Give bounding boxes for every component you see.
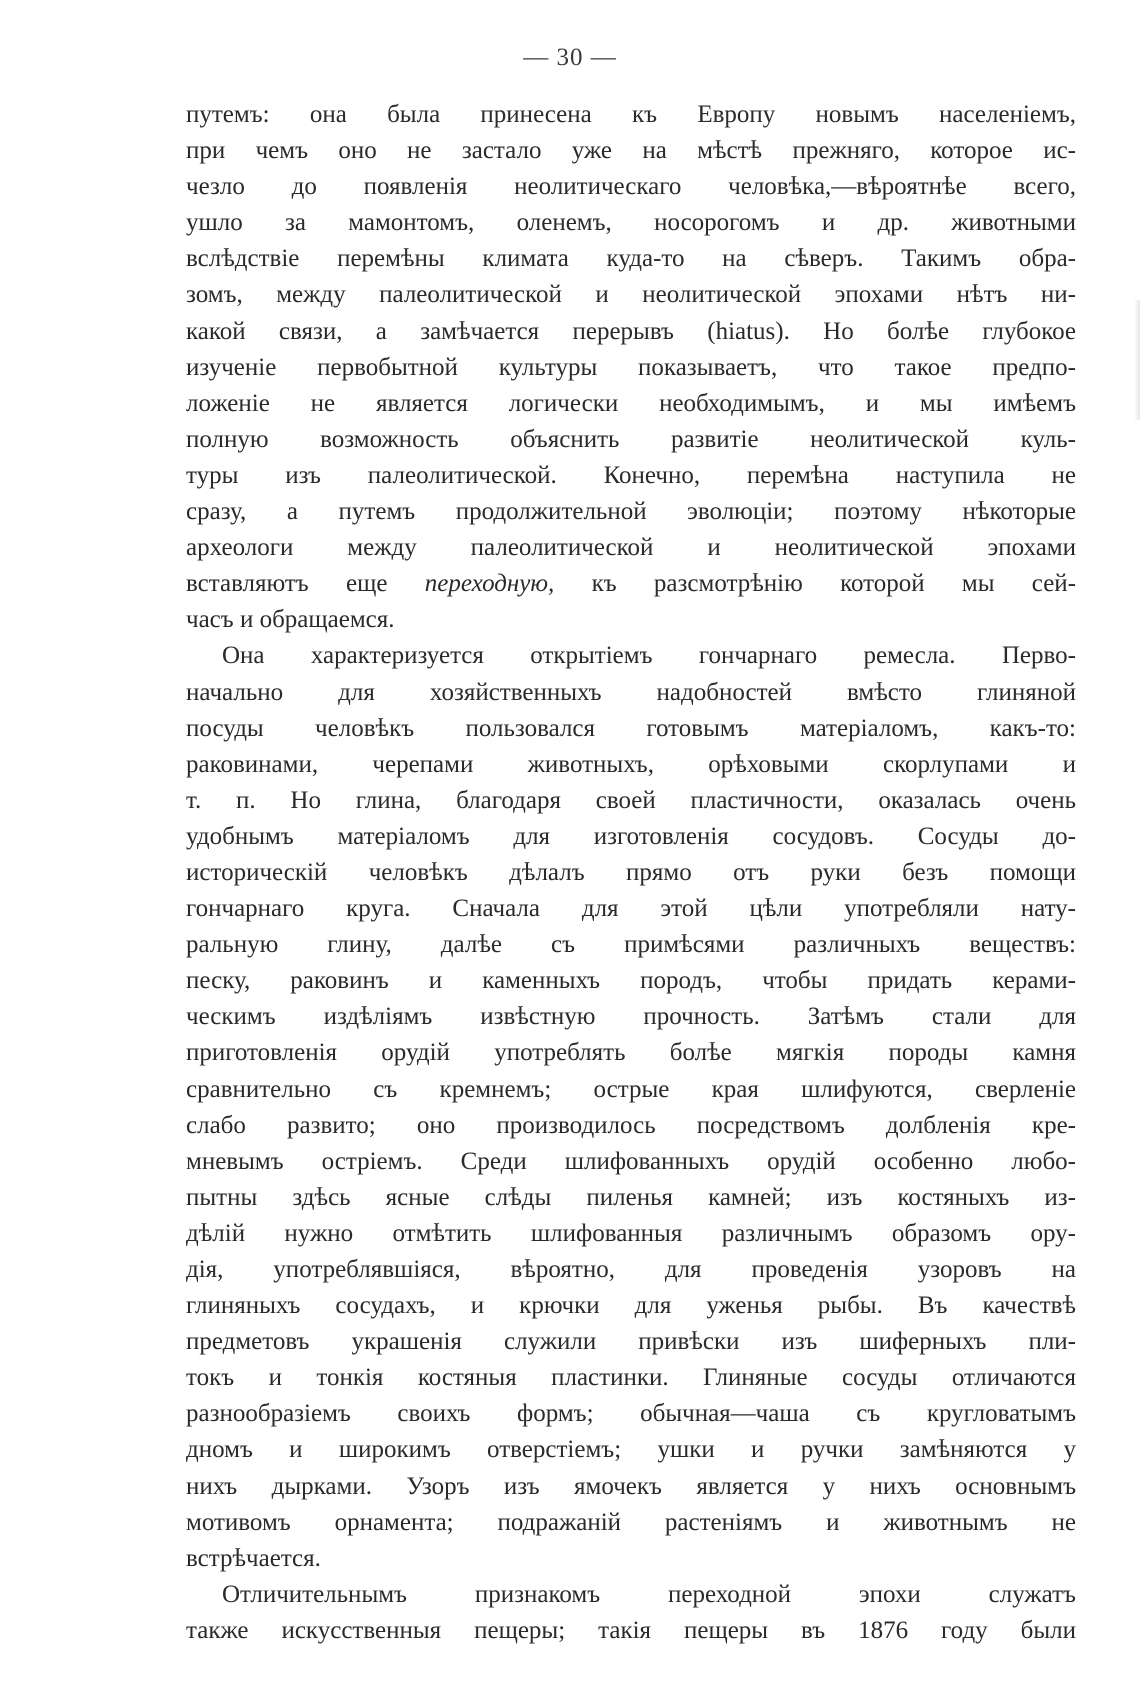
text-line: предметовъ украшенiя служили привѣски изъ шиферныхъ пли- [186,1328,1076,1356]
text-line: ральную глину, далѣе съ примѣсями различныхъ веществъ: [186,931,1076,959]
emphasized-word: переходную, [424,570,555,598]
paragraph-start-line: Отличительнымъ признакомъ переходной эпохи служатъ [222,1580,1076,1608]
text-line: при чемъ оно не застало уже на мѣстѣ прежняго, которое ис- [186,137,1076,165]
text-line: чезло до появленiя неолитическаго человѣка,—вѣроятнѣе всего, [186,173,1076,201]
body-text [186,97,1076,1649]
text-line: археологи между палеолитической и неолитической эпохами [186,534,1076,562]
text-line: т. п. Но глина, благодаря своей пластичности, оказалась очень [186,786,1076,814]
text-line: вслѣдствiе перемѣны климата куда-то на сѣверъ. Такимъ обра- [186,245,1076,273]
text-line: глиняныхъ сосудахъ, и крючки для уженья рыбы. Въ качествѣ [186,1292,1076,1320]
text-line: изученiе первобытной культуры показываетъ, что такое предпо- [186,353,1076,381]
page-number: — 30 — [523,44,617,71]
text-line: какой связи, а замѣчается перерывъ (hiatus). Но болѣе глубокое [186,317,1076,345]
paragraph-start-line: Она характеризуется открытiемъ гончарнаго ремесла. Перво- [222,642,1076,670]
line-end: къ разсмотрѣнiю которой мы сей- [554,570,1076,598]
text-line: туры изъ палеолитической. Конечно, перемѣна наступила не [186,461,1076,489]
text-line: посуды человѣкъ пользовался готовымъ матерiаломъ, какъ-то: [186,714,1076,742]
text-line: приготовленiя орудiй употреблять болѣе мягкiя породы камня [186,1039,1076,1067]
text-line: мневымъ острiемъ. Среди шлифованныхъ орудiй особенно любо- [186,1147,1076,1175]
text-line: гончарнаго круга. Сначала для этой цѣли употребляли нату- [186,895,1076,923]
text-line: удобнымъ матерiаломъ для изготовленiя сосудовъ. Сосуды до- [186,822,1076,850]
text-line-with-emphasis [186,566,1076,602]
text-line: раковинами, черепами животныхъ, орѣховыми скорлупами и [186,750,1076,778]
text-line: ческимъ издѣлiямъ извѣстную прочность. Затѣмъ стали для [186,1003,1076,1031]
text-line: часъ и обращаемся. [186,606,395,634]
text-line: слабо развито; оно производилось посредствомъ долбленiя кре- [186,1111,1076,1139]
text-line: дномъ и широкимъ отверстiемъ; ушки и ручки замѣняются у [186,1436,1076,1464]
text-line: также искусственныя пещеры; такiя пещеры въ 1876 году были [186,1616,1076,1644]
text-line: нихъ дырками. Узоръ изъ ямочекъ является у нихъ основнымъ [186,1472,1076,1500]
line-start: вставляютъ еще [186,570,425,598]
text-line: встрѣчается. [186,1544,321,1572]
text-line: песку, раковинъ и каменныхъ породъ, чтобы придать керами- [186,967,1076,995]
text-line: ложенiе не является логически необходимымъ, и мы имѣемъ [186,389,1076,417]
text-line: дiя, употреблявшiяся, вѣроятно, для проведенiя узоровъ на [186,1256,1076,1283]
page-edge-shadow [1134,300,1140,420]
text-line: полную возможность объяснить развитiе неолитической куль- [186,425,1076,453]
text-line: пытны здѣсь ясные слѣды пиленья камней; изъ костяныхъ из- [186,1183,1076,1211]
text-line: историческiй человѣкъ дѣлалъ прямо отъ руки безъ помощи [186,858,1076,886]
text-line: ушло за мамонтомъ, оленемъ, носорогомъ и др. животными [186,209,1076,237]
text-line: путемъ: она была принесена къ Европу новымъ населенiемъ, [186,101,1076,128]
text-line: начально для хозяйственныхъ надобностей вмѣсто глиняной [186,678,1076,706]
text-line: разнообразiемъ своихъ формъ; обычная—чаша съ кругловатымъ [186,1400,1076,1428]
text-line: сразу, а путемъ продолжительной эволюцiи; поэтому нѣкоторые [186,498,1076,526]
text-line: дѣлiй нужно отмѣтить шлифованныя различнымъ образомъ ору- [186,1219,1076,1247]
text-line: сравнительно съ кремнемъ; острые края шлифуются, сверленiе [186,1075,1076,1103]
text-line: зомъ, между палеолитической и неолитической эпохами нѣтъ ни- [186,281,1076,309]
text-line: мотивомъ орнамента; подражанiй растенiямъ и животнымъ не [186,1508,1076,1536]
text-line: токъ и тонкiя костяныя пластинки. Глиняные сосуды отличаются [186,1364,1076,1392]
